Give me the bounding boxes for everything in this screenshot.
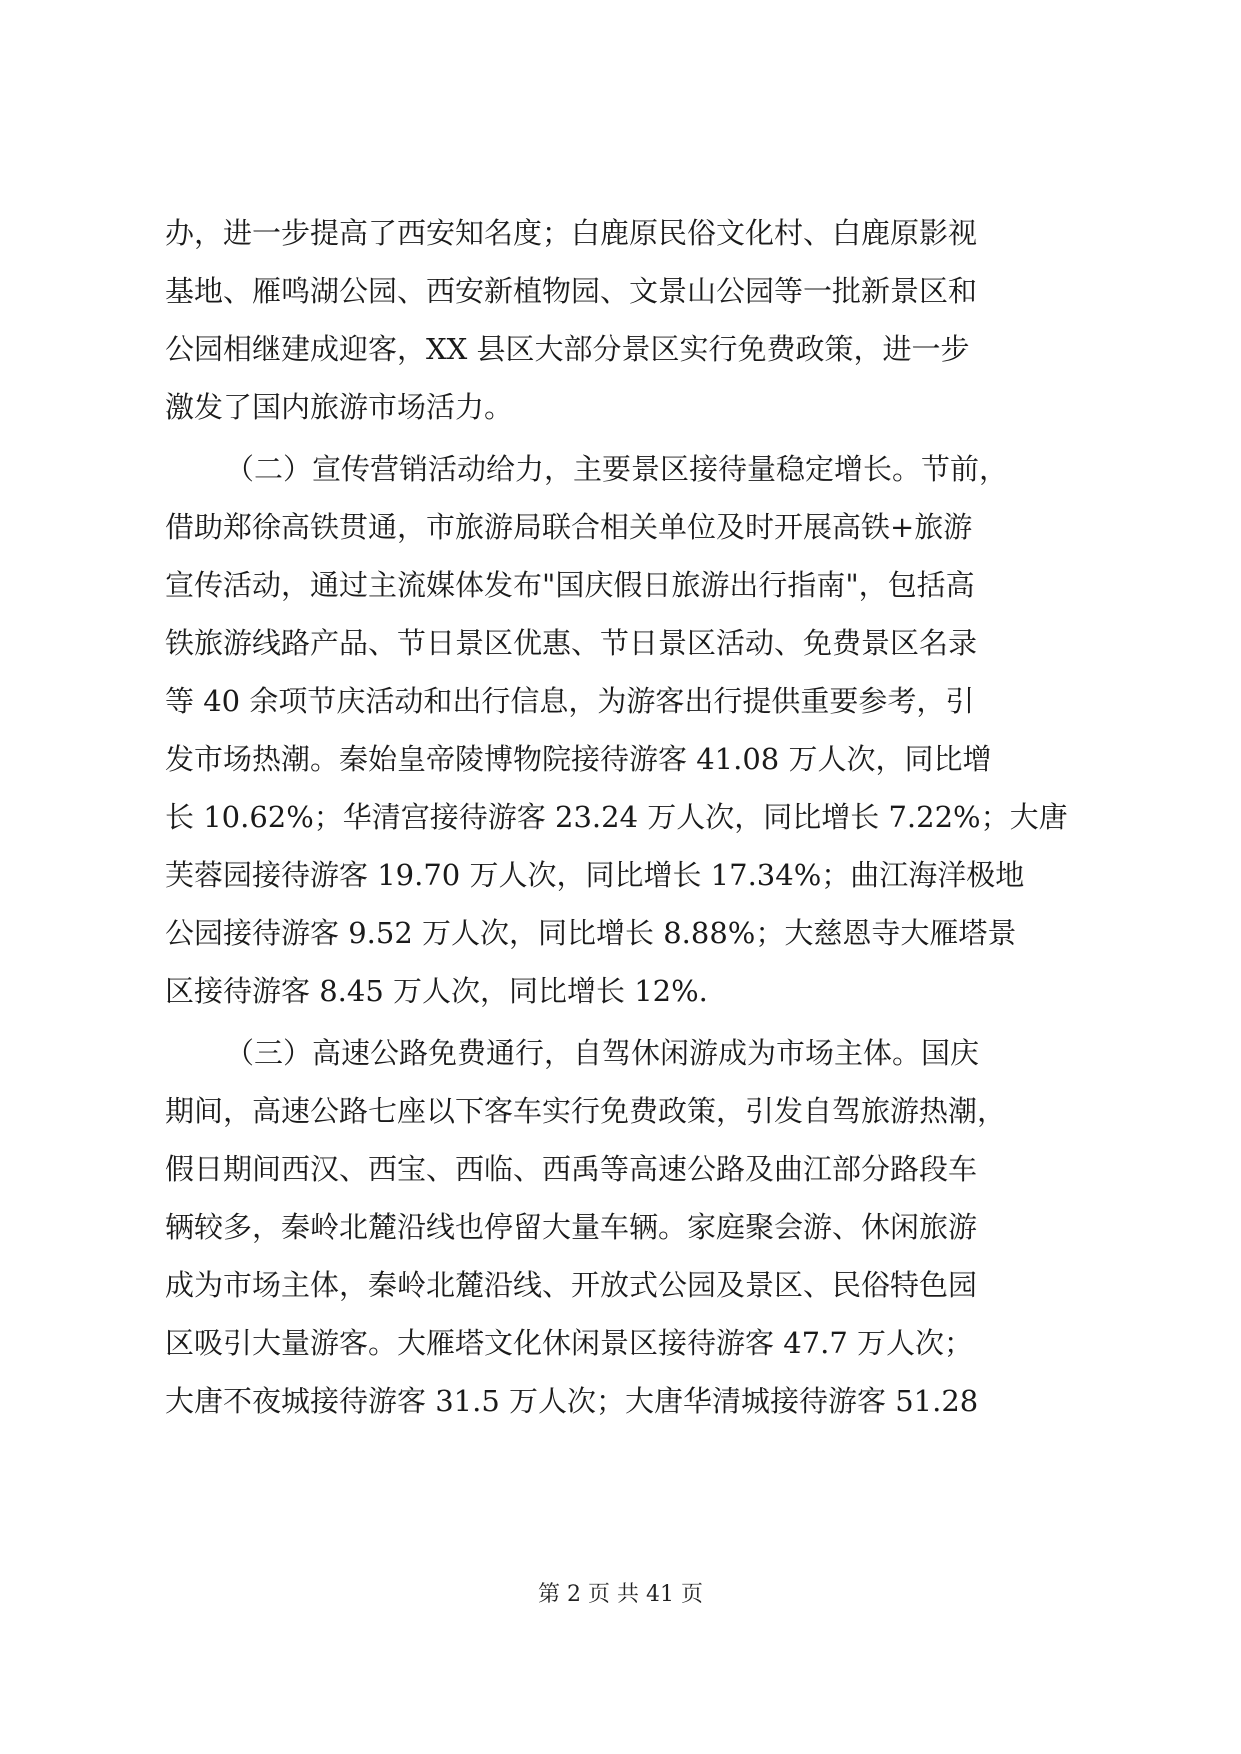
text-line: 长 10.62%；华清宫接待游客 23.24 万人次，同比增长 7.22%；大唐 bbox=[165, 800, 1068, 834]
text-line: 大唐不夜城接待游客 31.5 万人次；大唐华清城接待游客 51.28 bbox=[165, 1384, 979, 1418]
text-line: 基地、雁鸣湖公园、西安新植物园、文景山公园等一批新景区和 bbox=[165, 274, 978, 308]
text-line: 发市场热潮。秦始皇帝陵博物院接待游客 41.08 万人次，同比增 bbox=[165, 742, 992, 776]
text-line: 公园相继建成迎客，XX 县区大部分景区实行免费政策，进一步 bbox=[165, 332, 970, 366]
text-line: 期间，高速公路七座以下客车实行免费政策，引发自驾旅游热潮， bbox=[165, 1094, 1007, 1128]
text-line: 办，进一步提高了西安知名度；白鹿原民俗文化村、白鹿原影视 bbox=[165, 216, 978, 250]
paragraph-heading-3: （三）高速公路免费通行，自驾休闲游成为市场主体。国庆 bbox=[225, 1036, 980, 1070]
text-line: 激发了国内旅游市场活力。 bbox=[165, 390, 514, 424]
page-footer: 第 2 页 共 41 页 bbox=[538, 1582, 703, 1607]
text-line: 区接待游客 8.45 万人次，同比增长 12%. bbox=[165, 974, 708, 1008]
paragraph-heading-2: （二）宣传营销活动给力，主要景区接待量稳定增长。节前， bbox=[225, 452, 1009, 486]
text-line: 区吸引大量游客。大雁塔文化休闲景区接待游客 47.7 万人次； bbox=[165, 1326, 974, 1360]
text-line: 等 40 余项节庆活动和出行信息，为游客出行提供重要参考，引 bbox=[165, 684, 975, 718]
text-line: 借助郑徐高铁贯通，市旅游局联合相关单位及时开展高铁+旅游 bbox=[165, 510, 973, 544]
text-line: 宣传活动，通过主流媒体发布"国庆假日旅游出行指南"，包括高 bbox=[165, 568, 975, 602]
text-line: 芙蓉园接待游客 19.70 万人次，同比增长 17.34%；曲江海洋极地 bbox=[165, 858, 1025, 892]
text-line: 辆较多，秦岭北麓沿线也停留大量车辆。家庭聚会游、休闲旅游 bbox=[165, 1210, 978, 1244]
text-line: 假日期间西汉、西宝、西临、西禹等高速公路及曲江部分路段车 bbox=[165, 1152, 978, 1186]
text-line: 成为市场主体，秦岭北麓沿线、开放式公园及景区、民俗特色园 bbox=[165, 1268, 978, 1302]
text-line: 铁旅游线路产品、节日景区优惠、节日景区活动、免费景区名录 bbox=[165, 626, 978, 660]
text-line: 公园接待游客 9.52 万人次，同比增长 8.88%；大慈恩寺大雁塔景 bbox=[165, 916, 1017, 950]
